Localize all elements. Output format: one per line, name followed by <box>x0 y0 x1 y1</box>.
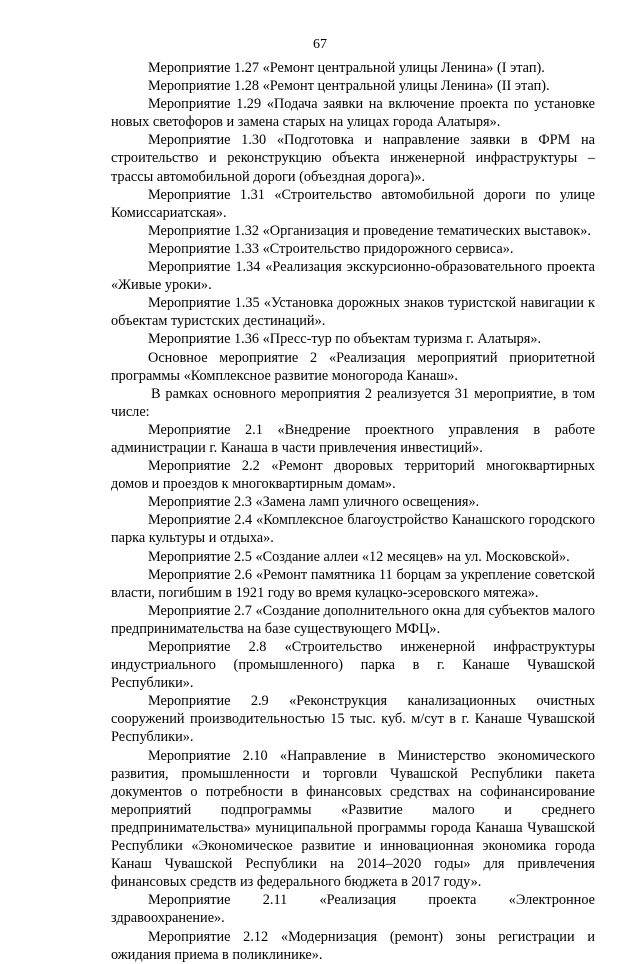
paragraph: Мероприятие 2.7 «Создание дополнительного окна для субъектов малого предпринимательства на базе существующего МФЦ». <box>111 602 595 637</box>
paragraph: Мероприятие 1.32 «Организация и проведение тематических выставок». <box>148 222 591 239</box>
page-number: 67 <box>313 37 327 52</box>
paragraph: Мероприятие 1.28 «Ремонт центральной улицы Ленина» (II этап). <box>148 78 550 95</box>
paragraph: Мероприятие 2.2 «Ремонт дворовых территорий многоквартирных домов и проездов к многоквартирным домам». <box>111 458 595 493</box>
document-body <box>111 59 595 964</box>
paragraph: Мероприятие 1.31 «Строительство автомобильной дороги по улице Комиссариатская». <box>111 186 595 221</box>
paragraph: Мероприятие 2.1 «Внедрение проектного управления в работе администрации г. Канаша в части привлечения инвестиций». <box>111 421 595 456</box>
paragraph: Мероприятие 1.35 «Установка дорожных знаков туристской навигации к объектам туристских дестинаций». <box>111 295 595 330</box>
paragraph: Мероприятие 2.10 «Направление в Министерство экономического развития, промышленности и торговли Чувашской Республики пакета документов о потребности в финансовых средствах на софинансирование мероприятий подпрограммы «Развитие малого и среднего предпринимательства» муниципальной программы города Канаша Чувашской Республики «Экономическое развитие и инновационная экономика города Канаш Чувашской Республики на 2014–2020 годы» для привлечения финансовых средств из федерального бюджета в 2017 году». <box>111 747 595 891</box>
paragraph: Мероприятие 2.3 «Замена ламп уличного освещения». <box>148 494 480 511</box>
paragraph: Мероприятие 2.5 «Создание аллеи «12 месяцев» на ул. Московской». <box>148 548 570 565</box>
paragraph: Мероприятие 1.33 «Строительство придорожного сервиса». <box>148 240 514 257</box>
paragraph: Мероприятие 2.11 «Реализация проекта «Электронное здравоохранение». <box>111 892 595 927</box>
paragraph: Мероприятие 1.29 «Подача заявки на включение проекта по установке новых светофоров и замена старых на улицах города Алатыря». <box>111 96 595 131</box>
paragraph: Основное мероприятие 2 «Реализация мероприятий приоритетной программы «Комплексное развитие моногорода Канаш». <box>111 349 595 384</box>
paragraph: Мероприятие 2.9 «Реконструкция канализационных очистных сооружений производительностью 15 тыс. куб. м/сут в г. Канаше Чувашской Республики». <box>111 693 595 746</box>
paragraph: Мероприятие 1.30 «Подготовка и направление заявки в ФРМ на строительство и реконструкцию объекта инженерной инфраструктуры – трассы автомобильной дороги (объездная дорога)». <box>111 132 595 185</box>
paragraph: Мероприятие 2.6 «Ремонт памятника 11 борцам за укрепление советской власти, погибшим в 1921 году во время кулацко-эсеровского мятежа». <box>111 566 595 601</box>
paragraph: Мероприятие 1.27 «Ремонт центральной улицы Ленина» (I этап). <box>148 60 545 76</box>
paragraph: Мероприятие 2.8 «Строительство инженерной инфраструктуры индустриального (промышленного) парка в г. Канаше Чувашской Республики». <box>111 639 595 692</box>
paragraph: В рамках основного мероприятия 2 реализуется 31 мероприятие, в том числе: <box>111 385 595 420</box>
paragraph: Мероприятие 2.4 «Комплексное благоустройство Канашского городского парка культуры и отдыха». <box>111 512 595 547</box>
paragraph: Мероприятие 1.34 «Реализация экскурсионно-образовательного проекта «Живые уроки». <box>111 259 595 294</box>
paragraph: Мероприятие 1.36 «Пресс-тур по объектам туризма г. Алатыря». <box>148 331 542 348</box>
paragraph: Мероприятие 2.12 «Модернизация (ремонт) зоны регистрации и ожидания приема в поликлинике». <box>111 928 595 963</box>
